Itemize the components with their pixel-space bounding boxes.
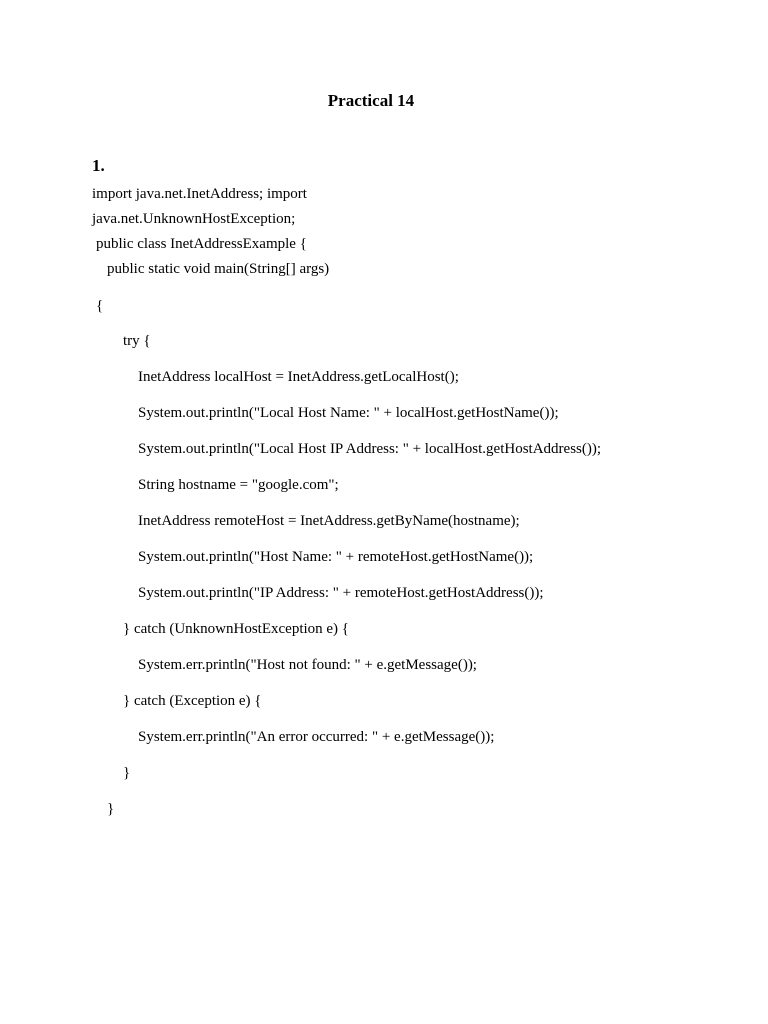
code-line: { [96,298,104,314]
page-title: Practical 14 [327,91,415,110]
code-line: String hostname = "google.com"; [138,477,339,493]
code-line: System.err.println("An error occurred: " + e.getMessage()); [138,729,495,745]
code-line: try { [123,333,151,349]
code-line: System.out.println("Local Host Name: " + localHost.getHostName()); [138,405,559,421]
code-line: } [107,801,115,817]
code-line: public static void main(String[] args) [107,261,330,277]
code-line: public class InetAddressExample { [96,236,307,252]
code-line: import java.net.InetAddress; import [92,186,307,202]
code-line: System.out.println("Host Name: " + remoteHost.getHostName()); [138,549,534,565]
code-line: } catch (Exception e) { [123,693,262,709]
code-line: System.out.println("IP Address: " + remoteHost.getHostAddress()); [138,585,544,601]
code-line: InetAddress remoteHost = InetAddress.getByName(hostname); [138,513,520,529]
code-line: } catch (UnknownHostException e) { [123,621,350,637]
code-line: System.err.println("Host not found: " + e.getMessage()); [138,657,477,673]
code-line: } [123,765,131,781]
question-number: 1. [92,156,105,175]
code-line: java.net.UnknownHostException; [92,211,296,227]
code-line: InetAddress localHost = InetAddress.getLocalHost(); [138,369,459,385]
code-line: System.out.println("Local Host IP Address: " + localHost.getHostAddress()); [138,441,602,457]
